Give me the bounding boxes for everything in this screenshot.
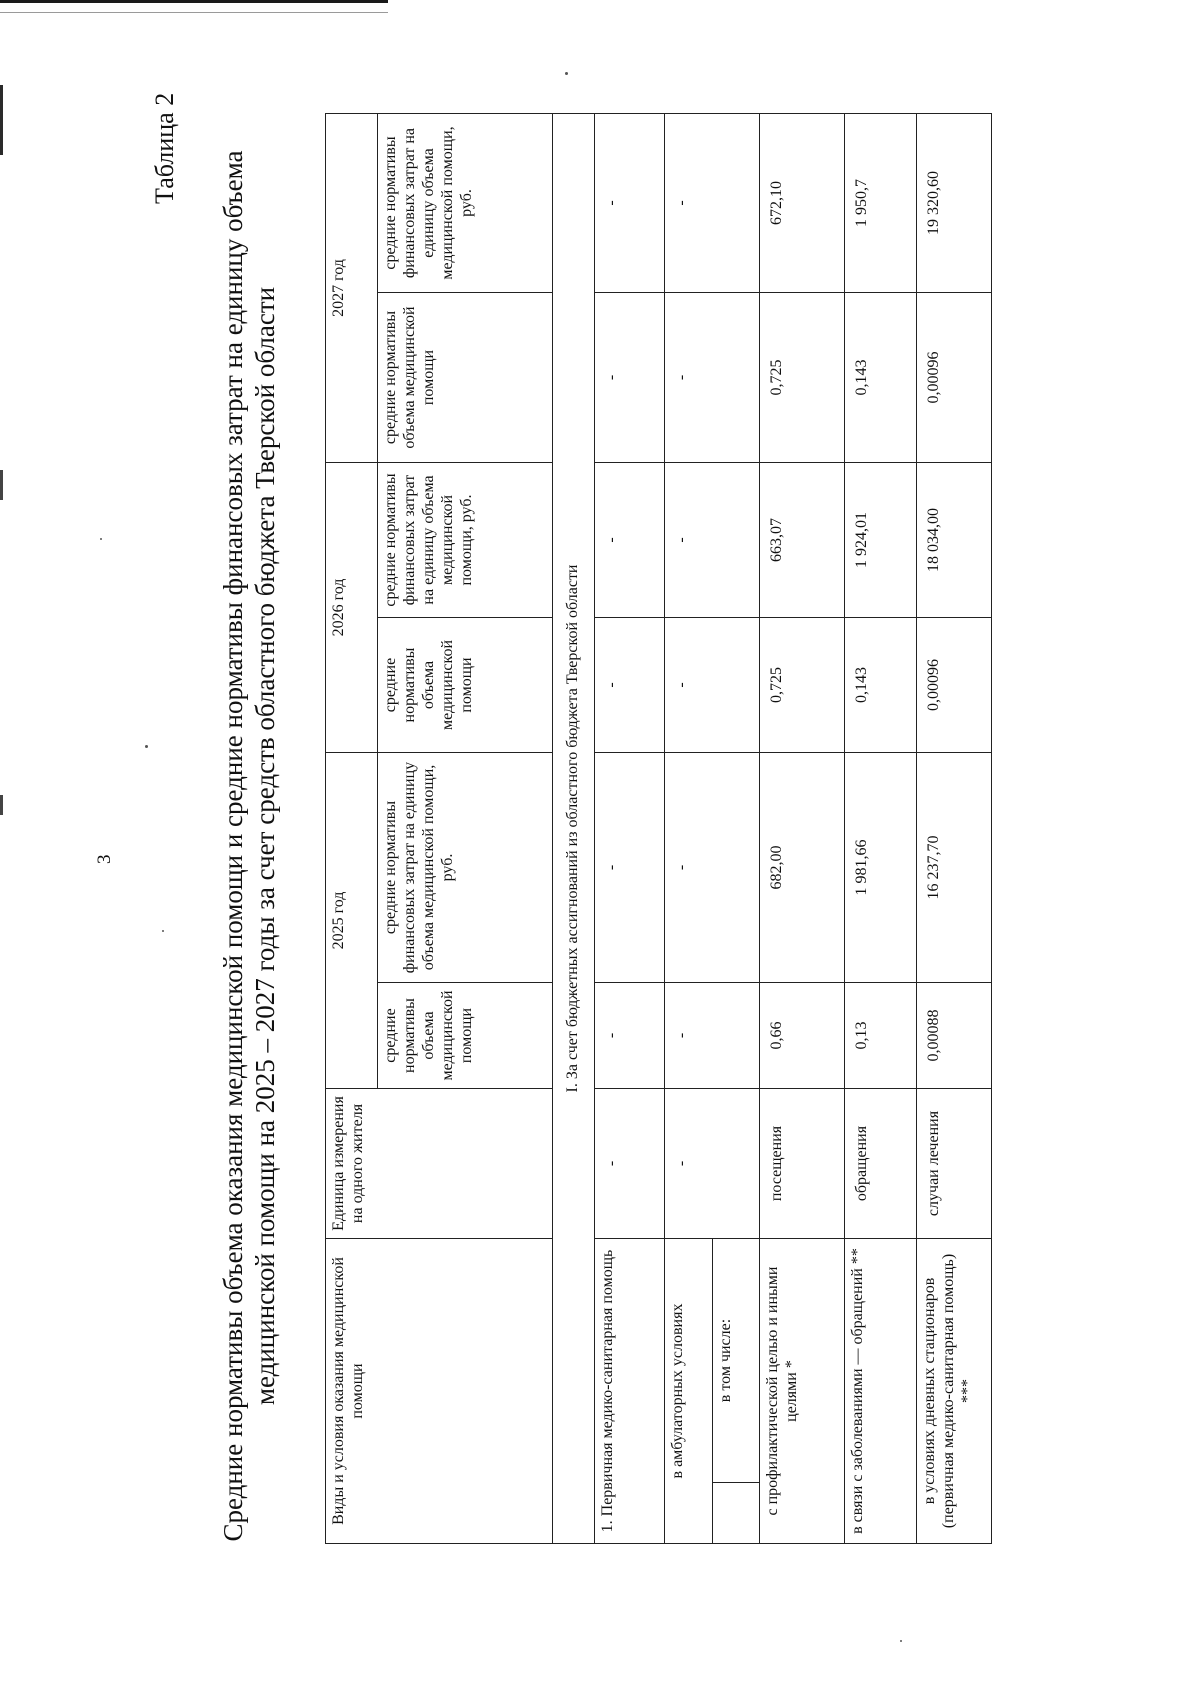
cell-cost-2027: 672,10 xyxy=(760,114,845,293)
row-label: с профилактической целью и иными целями * xyxy=(760,1239,845,1544)
cell-volume-2025: 0,13 xyxy=(845,983,917,1089)
cell-volume-2027: 0,00096 xyxy=(917,293,992,463)
header-types: Виды и условия оказания медицинской помощи xyxy=(326,1239,553,1544)
header-volume-2025: средние нормативы объема медицинской помощи xyxy=(378,983,553,1089)
table-row xyxy=(665,114,713,1544)
indent-cell xyxy=(713,1483,760,1544)
header-unit: Единица измерения на одного жителя xyxy=(326,1089,553,1239)
cell-unit: посещения xyxy=(760,1089,845,1239)
header-year-2026: 2026 год xyxy=(326,463,378,753)
cell-unit: - xyxy=(595,1089,665,1239)
cell-unit: обращения xyxy=(845,1089,917,1239)
cell-cost-2026: 1 924,01 xyxy=(845,463,917,618)
cell-cost-2025: 16 237,70 xyxy=(917,753,992,983)
cell-cost-2026: 18 034,00 xyxy=(917,463,992,618)
header-cost-2025: средние нормативы финансовых затрат на единицу объема медицинской помощи, руб. xyxy=(378,753,553,983)
header-cost-2026: средние нормативы финансовых затрат на единицу объема медицинской помощи, руб. xyxy=(378,463,553,618)
cell-volume-2027: 0,143 xyxy=(845,293,917,463)
document-title xyxy=(218,116,281,1576)
header-year-2027: 2027 год xyxy=(326,114,378,463)
cell-cost-2025: - xyxy=(595,753,665,983)
title-line-1: Средние нормативы объема оказания медицинской помощи и средние нормативы финансовых затрат на единицу объема xyxy=(218,150,248,1542)
header-year-2025: 2025 год xyxy=(326,753,378,1089)
table-number: Таблица 2 xyxy=(150,92,179,204)
cell-volume-2027: 0,725 xyxy=(760,293,845,463)
cell-volume-2025: 0,00088 xyxy=(917,983,992,1089)
cell-volume-2026: 0,143 xyxy=(845,618,917,753)
row-label: в том числе: xyxy=(713,1239,760,1483)
cell-unit: случаи лечения xyxy=(917,1089,992,1239)
table-row xyxy=(760,114,845,1544)
cell-unit: - xyxy=(665,1089,760,1239)
cell-volume-2027: - xyxy=(665,293,760,463)
cell-volume-2025: - xyxy=(595,983,665,1089)
cell-cost-2026: - xyxy=(665,463,760,618)
cell-volume-2026: - xyxy=(595,618,665,753)
table-row xyxy=(917,114,992,1544)
cell-volume-2025: 0,66 xyxy=(760,983,845,1089)
row-label: в связи с заболеваниями — обращений ** xyxy=(845,1239,917,1544)
cell-volume-2025: - xyxy=(665,983,760,1089)
cell-cost-2026: 663,07 xyxy=(760,463,845,618)
cell-cost-2027: - xyxy=(665,114,760,293)
norms-table xyxy=(325,113,992,1544)
header-cost-2027: средние нормативы финансовых затрат на единицу объема медицинской помощи, руб. xyxy=(378,114,553,293)
cell-cost-2026: - xyxy=(595,463,665,618)
table-row xyxy=(595,114,665,1544)
header-volume-2027: средние нормативы объема медицинской помощи xyxy=(378,293,553,463)
row-label: 1. Первичная медико-санитарная помощь xyxy=(595,1239,665,1544)
page-number: 3 xyxy=(94,854,115,864)
cell-volume-2026: 0,00096 xyxy=(917,618,992,753)
cell-cost-2025: 682,00 xyxy=(760,753,845,983)
row-label: в амбулаторных условиях xyxy=(665,1239,713,1544)
cell-volume-2027: - xyxy=(595,293,665,463)
cell-cost-2025: 1 981,66 xyxy=(845,753,917,983)
cell-volume-2026: - xyxy=(665,618,760,753)
header-volume-2026: средние нормативы объема медицинской помощи xyxy=(378,618,553,753)
table-row xyxy=(845,114,917,1544)
row-label: в условиях дневных стационаров (первичная медико-санитарная помощь) *** xyxy=(917,1239,992,1544)
cell-cost-2027: 1 950,7 xyxy=(845,114,917,293)
cell-cost-2025: - xyxy=(665,753,760,983)
title-line-2: медицинской помощи на 2025 – 2027 годы за счет средств областного бюджета Тверской области xyxy=(249,286,280,1406)
cell-cost-2027: 19 320,60 xyxy=(917,114,992,293)
cell-cost-2027: - xyxy=(595,114,665,293)
section-title: I. За счет бюджетных ассигнований из областного бюджета Тверской области xyxy=(553,114,595,1544)
cell-volume-2026: 0,725 xyxy=(760,618,845,753)
